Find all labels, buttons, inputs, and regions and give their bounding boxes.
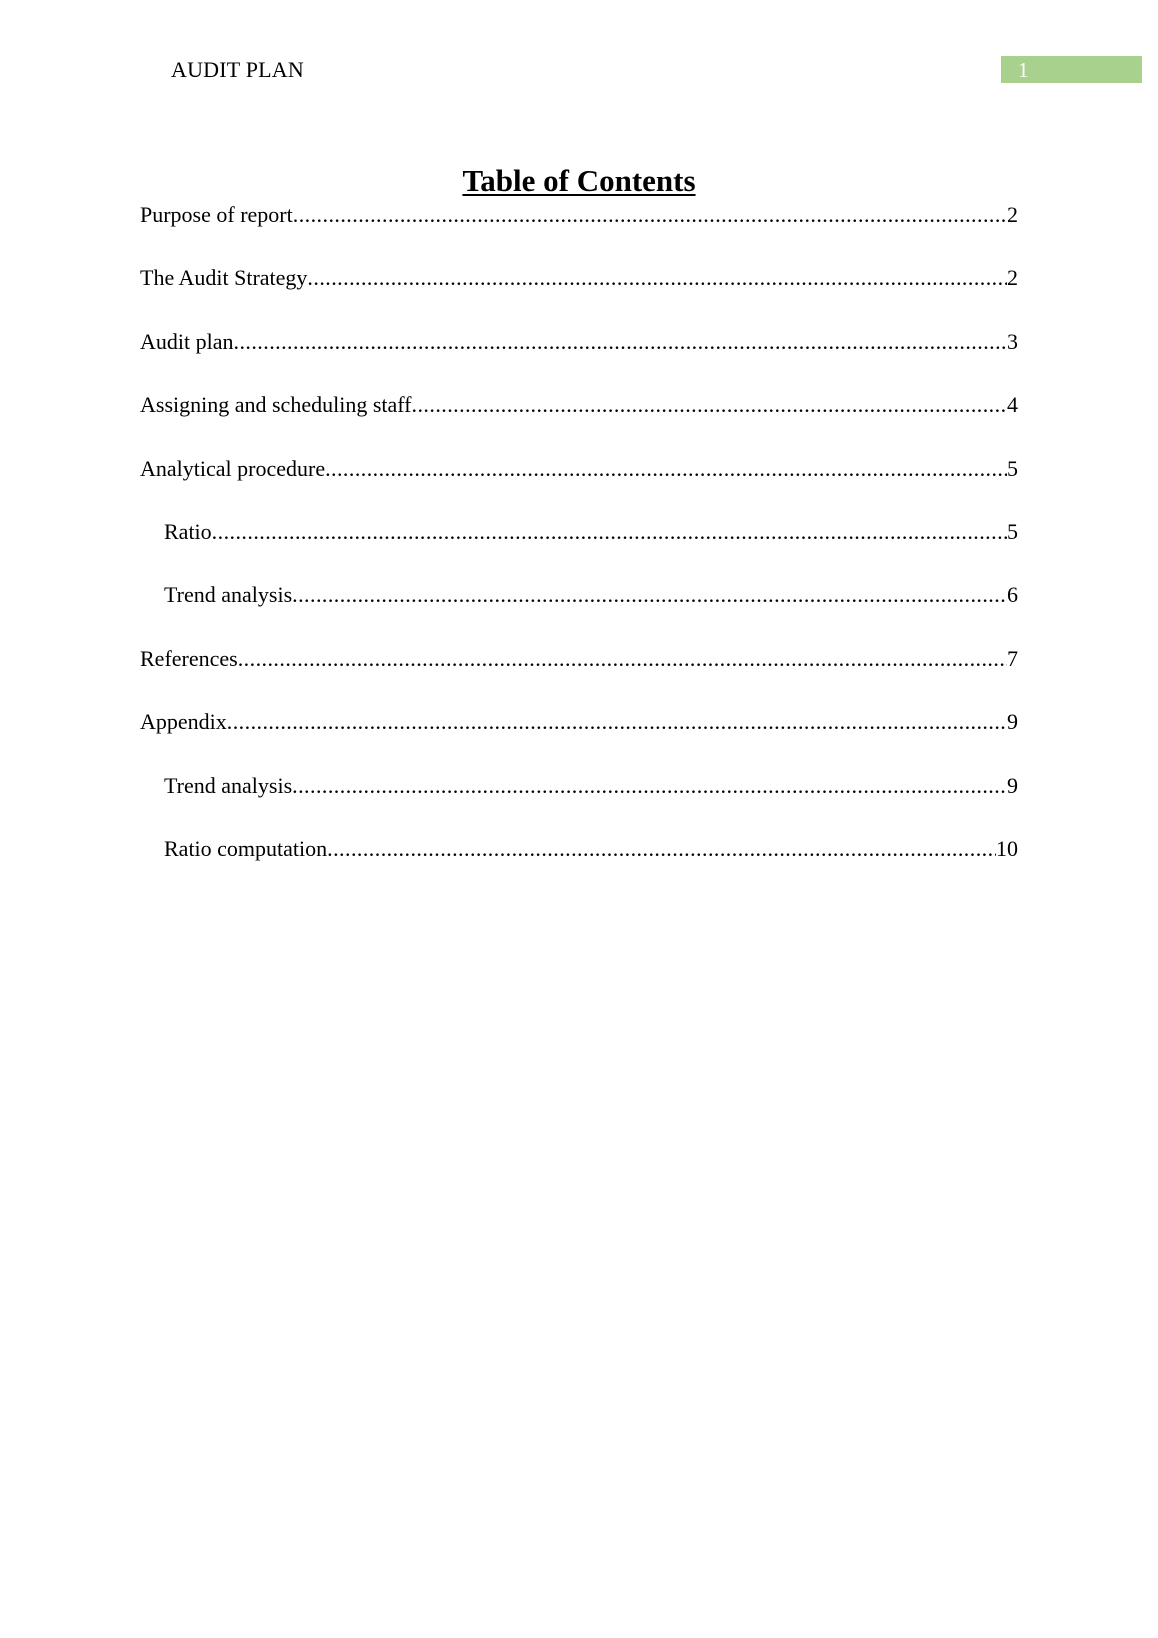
toc-entry[interactable] [140,451,1018,514]
toc-entry-label: Trend analysis [164,582,293,608]
toc-dot-leader [412,387,1007,423]
toc-dot-leader [212,514,1007,550]
toc-subentry[interactable] [140,768,1018,831]
page-number-badge [1001,56,1142,83]
toc-entry-page: 9 [1007,709,1018,735]
toc-entry-label: Analytical procedure [140,455,326,481]
toc-entry-label: References [140,645,238,671]
toc-entry-label: The Audit Strategy [140,265,308,291]
toc-dot-leader [327,831,996,867]
toc-entry-page: 5 [1007,518,1018,544]
toc-entry-page: 9 [1007,772,1018,798]
toc-entry-label: Appendix [140,709,227,735]
toc-entry-label: Trend analysis [164,772,293,798]
toc-list [140,197,1018,894]
toc-entry[interactable] [140,704,1018,767]
toc-entry-page: 2 [1007,265,1018,291]
toc-dot-leader [325,451,1007,487]
toc-entry[interactable] [140,641,1018,704]
toc-entry-label: Ratio computation [164,835,328,861]
toc-subentry[interactable] [140,514,1018,577]
toc-entry[interactable] [140,324,1018,387]
toc-dot-leader [292,577,1007,613]
toc-entry[interactable] [140,197,1018,260]
toc-entry-label: Assigning and scheduling staff [140,392,412,418]
toc-dot-leader [292,768,1007,804]
toc-dot-leader [227,704,1007,740]
toc-heading: Table of Contents [462,163,696,198]
toc-dot-leader [238,641,1007,677]
toc-entry-page: 6 [1007,582,1018,608]
toc-subentry[interactable] [140,577,1018,640]
toc-entry-page: 4 [1007,392,1018,418]
toc-dot-leader [307,260,1007,296]
toc-entry-label: Ratio [164,518,212,544]
page-number: 1 [1018,58,1029,82]
toc-entry-page: 10 [996,835,1018,861]
toc-entry-label: Purpose of report [140,202,293,227]
toc-entry-page: 2 [1007,202,1018,227]
running-header-title: AUDIT PLAN [171,57,304,82]
toc-subentry[interactable] [140,831,1018,894]
toc-entry-page: 7 [1007,645,1018,671]
toc-entry[interactable] [140,387,1018,450]
toc-entry[interactable] [140,260,1018,323]
toc-entry-label: Audit plan [140,328,234,354]
toc-dot-leader [293,197,1007,233]
toc-entry-page: 5 [1007,455,1018,481]
toc-dot-leader [234,324,1008,360]
toc-entry-page: 3 [1007,328,1018,354]
